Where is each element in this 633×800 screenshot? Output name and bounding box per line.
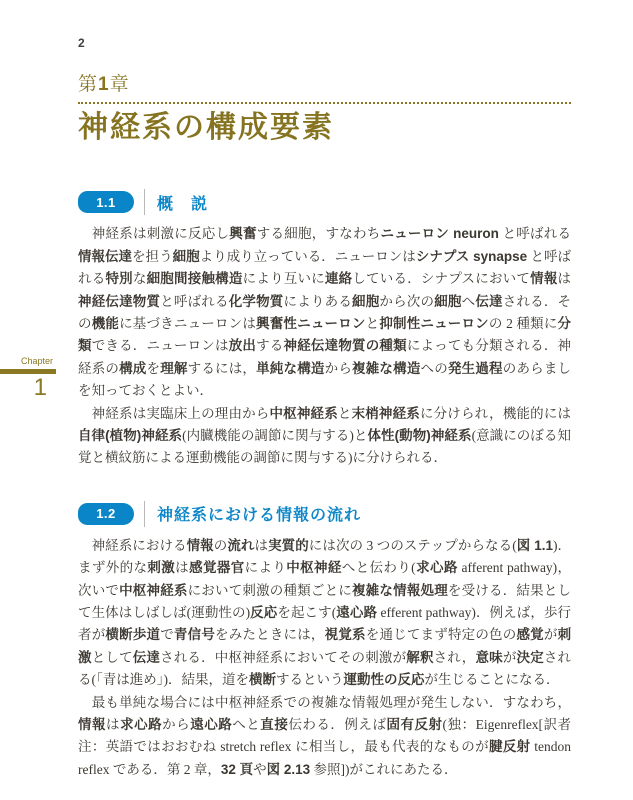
paragraph: 最も単純な場合には中枢神経系での複雑な情報処理が発生しない．すなわち，情報は求心路から遠心路へと直接伝わる．例えば固有反射(独：Eigenreflex[訳者注：英語ではおおむね stretch reflex に相当し，最も代表的なものが腱反射 tendon reflex である．第 2 章，32 頁や図 2.13 参照])がこれにあたる． (78, 694, 572, 777)
chapter-tab-number: 1 (33, 373, 47, 401)
chapter-label (78, 74, 571, 97)
chapter-label-pre: 第 (78, 74, 99, 95)
page-content (78, 36, 571, 781)
chapter-label-post: 章 (109, 74, 130, 95)
paragraph: 神経系は実臨床上の理由から中枢神経系と末梢神経系に分けられ，機能的には自律(植物)神経系(内臓機能の調節に関与する)と体性(動物)神経系(意識にのぼる知覚と横紋筋による運動機能の調節に関与する)に分けられる． (78, 405, 572, 466)
chapter-tab-label: Chapter (20, 356, 53, 366)
chapter-title: 神経系の構成要素 (78, 110, 334, 144)
section-heading: 概 説 (157, 195, 209, 213)
vertical-divider (144, 501, 145, 527)
section-header (78, 189, 571, 215)
chapter-tab-bar (0, 369, 56, 374)
dotted-rule (78, 102, 571, 104)
page-number: 2 (78, 36, 85, 50)
section-number-badge: 1.2 (78, 503, 134, 525)
vertical-divider (144, 189, 145, 215)
chapter-tab (0, 357, 56, 400)
chapter-number: 1 (98, 74, 110, 95)
section-header (78, 501, 571, 527)
section-heading: 神経系における情報の流れ (157, 507, 362, 525)
paragraph: 神経系は刺激に反応し興奮する細胞，すなわちニューロン neuron と呼ばれる情報伝達を担う細胞より成り立っている．ニューロンはシナプス synapse と呼ばれる特別な細胞間接触構造により互いに連絡している．シナプスにおいて情報は神経伝達物質と呼ばれる化学物質によりある細胞から次の細胞へ伝達される．その機能に基づきニューロンは興奮性ニューロンと抑制性ニューロンの 2 種類に分類できる．ニューロンは放出する神経伝達物質の種類によっても分類される．神経系の構成を理解するには，単純な構造から複雑な構造への発生過程のあらましを知っておくとよい． (78, 226, 572, 399)
section-overview (78, 189, 571, 469)
section-number-badge: 1.1 (78, 191, 134, 213)
section-information-flow (78, 501, 571, 781)
paragraph: 神経系における情報の流れは実質的には次の 3 つのステップからなる(図 1.1)．まず外的な刺激は感覚器官により中枢神経へと伝わり(求心路 afferent pathway)，次いで中枢神経系において刺激の種類ごとに複雑な情報処理を受ける．結果として生体はしばしば(運動性の)反応を起こす(遠心路 efferent pathway)．例えば，歩行者が横断歩道で青信号をみたときには，視覚系を通じてまず特定の色の感覚が刺激として伝達される．中枢神経系においてその刺激が解釈され，意味が決定される(「青は進め」)．結果，道を横断するという運動性の反応が生じることになる． (78, 537, 572, 688)
